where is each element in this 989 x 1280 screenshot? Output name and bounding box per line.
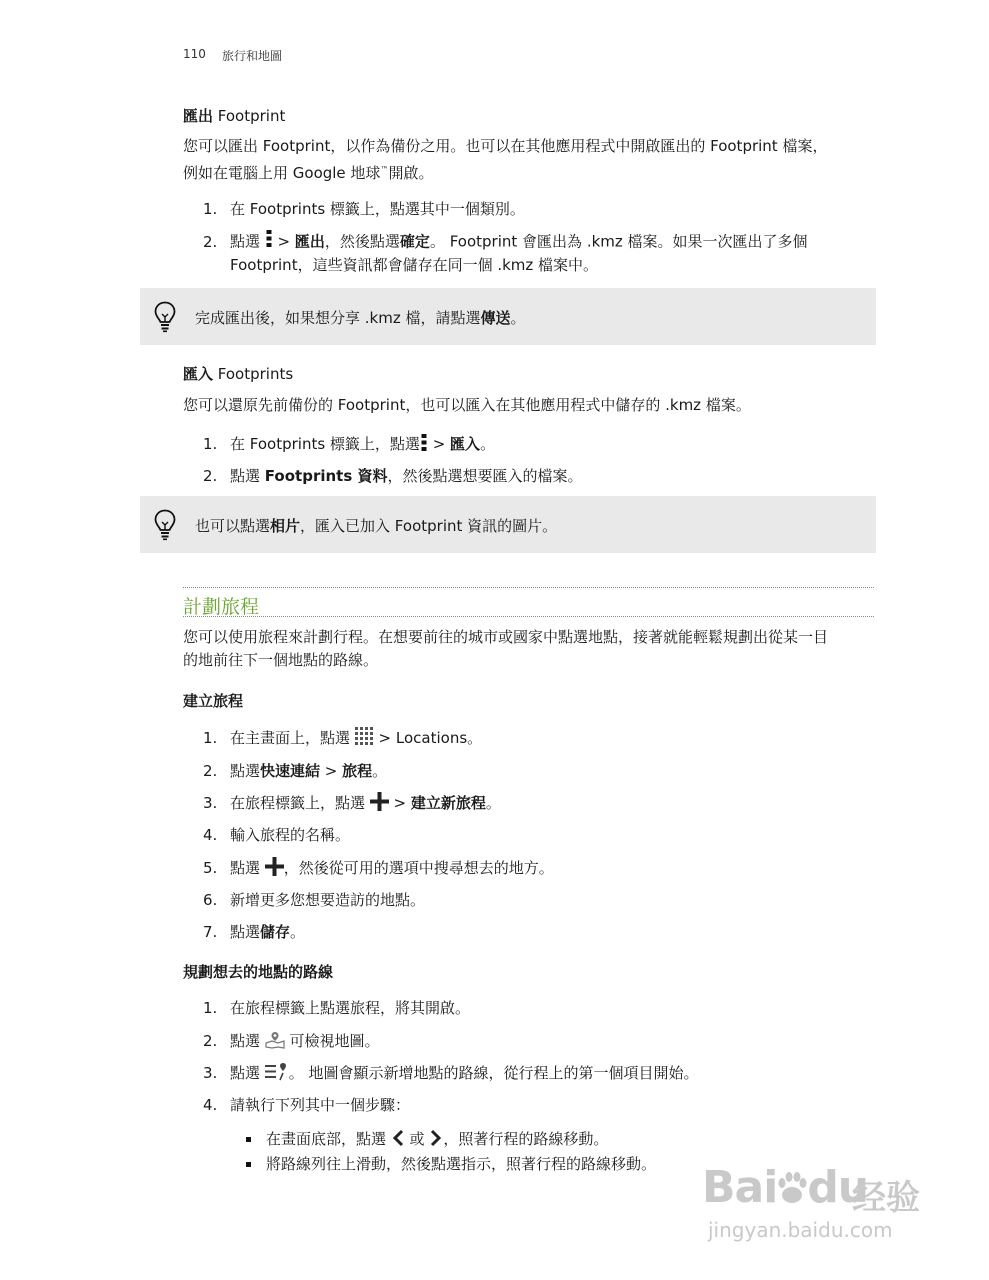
plan-paragraph: 您可以使用旅程來計劃行程。在想要前往的城市或國家中點選地點，接著就能輕鬆規劃出從某一目 的地前往下一個地點的路線。 <box>183 628 829 669</box>
import-heading: 匯入 Footprints <box>183 365 294 383</box>
section-divider-bottom <box>183 616 874 617</box>
route-icon <box>265 1062 289 1085</box>
bullet-item-1: 在畫面底部，點選 或 ，照著行程的路線移動。 <box>246 1128 608 1151</box>
route-heading: 規劃想去的地點的路線 <box>183 963 334 981</box>
tip-box-import: 也可以點選相片，匯入已加入 Footprint 資訊的圖片。 <box>140 496 876 553</box>
route-step-4: 4. 請執行下列其中一個步驟： <box>203 1096 411 1114</box>
tip-box-export: 完成匯出後，如果想分享 .kmz 檔，請點選傳送。 <box>140 288 876 345</box>
import-paragraph: 您可以還原先前備份的 Footprint，也可以匯入在其他應用程式中儲存的 .kmz 檔案。 <box>183 396 751 414</box>
chevron-right-icon <box>429 1129 443 1151</box>
export-paragraph: 您可以匯出 Footprint，以作為備份之用。也可以在其他應用程式中開啟匯出的 Footprint 檔案， 例如在電腦上用 Google 地球™開啟。 <box>183 137 828 182</box>
chevron-left-icon <box>391 1129 405 1151</box>
chapter-title: 旅行和地圖 <box>222 49 283 63</box>
create-step-7: 7. 點選儲存。 <box>203 923 306 941</box>
route-step-3: 3. 點選 。 地圖會顯示新增地點的路線，從行程上的第一個項目開始。 <box>203 1062 699 1085</box>
create-step-3: 3. 在旅程標籤上，點選 > 建立新旅程。 <box>203 792 501 815</box>
create-step-5: 5. 點選 ，然後從可用的選項中搜尋想去的地方。 <box>203 857 554 880</box>
page-number: 110 <box>183 47 206 61</box>
plus-icon <box>265 857 284 880</box>
export-step-1: 1. 在 Footprints 標籤上，點選其中一個類別。 <box>203 200 525 218</box>
create-trip-heading: 建立旅程 <box>183 692 244 710</box>
paw-icon <box>777 1165 807 1216</box>
create-step-2: 2. 點選快速連結 > 旅程。 <box>203 762 388 780</box>
apps-grid-icon <box>355 727 374 750</box>
lightbulb-icon <box>154 509 176 545</box>
route-step-2: 2. 點選 可檢視地圖。 <box>203 1030 380 1053</box>
section-title: 計劃旅程 <box>183 596 260 618</box>
import-step-2: 2. 點選 Footprints 資料，然後點選想要匯入的檔案。 <box>203 467 583 485</box>
watermark: Bai du 经验 jingyan.baidu.com <box>702 1162 920 1242</box>
export-heading: 匯出 Footprint <box>183 107 286 125</box>
import-step-1: 1. 在 Footprints 標籤上，點選 > 匯入。 <box>203 435 496 453</box>
map-icon <box>265 1031 285 1053</box>
route-step-1: 1. 在旅程標籤上點選旅程，將其開啟。 <box>203 999 471 1017</box>
menu-icon <box>420 434 428 455</box>
menu-icon <box>265 230 273 254</box>
plus-icon <box>370 792 389 815</box>
export-step-2: 2. 點選 > 匯出，然後點選確定。 Footprint 會匯出為 .kmz 檔案。如果一次匯出了多個 Footprint，這些資訊都會儲存在同一個 .kmz 檔案中。 <box>203 230 808 277</box>
lightbulb-icon <box>154 301 176 337</box>
bullet-item-2: 將路線列往上滑動，然後點選指示，照著行程的路線移動。 <box>246 1153 656 1174</box>
create-step-4: 4. 輸入旅程的名稱。 <box>203 826 351 844</box>
create-step-6: 6. 新增更多您想要造訪的地點。 <box>203 891 426 909</box>
section-divider-top <box>183 587 874 588</box>
create-step-1: 1. 在主畫面上，點選 > Locations。 <box>203 727 482 750</box>
